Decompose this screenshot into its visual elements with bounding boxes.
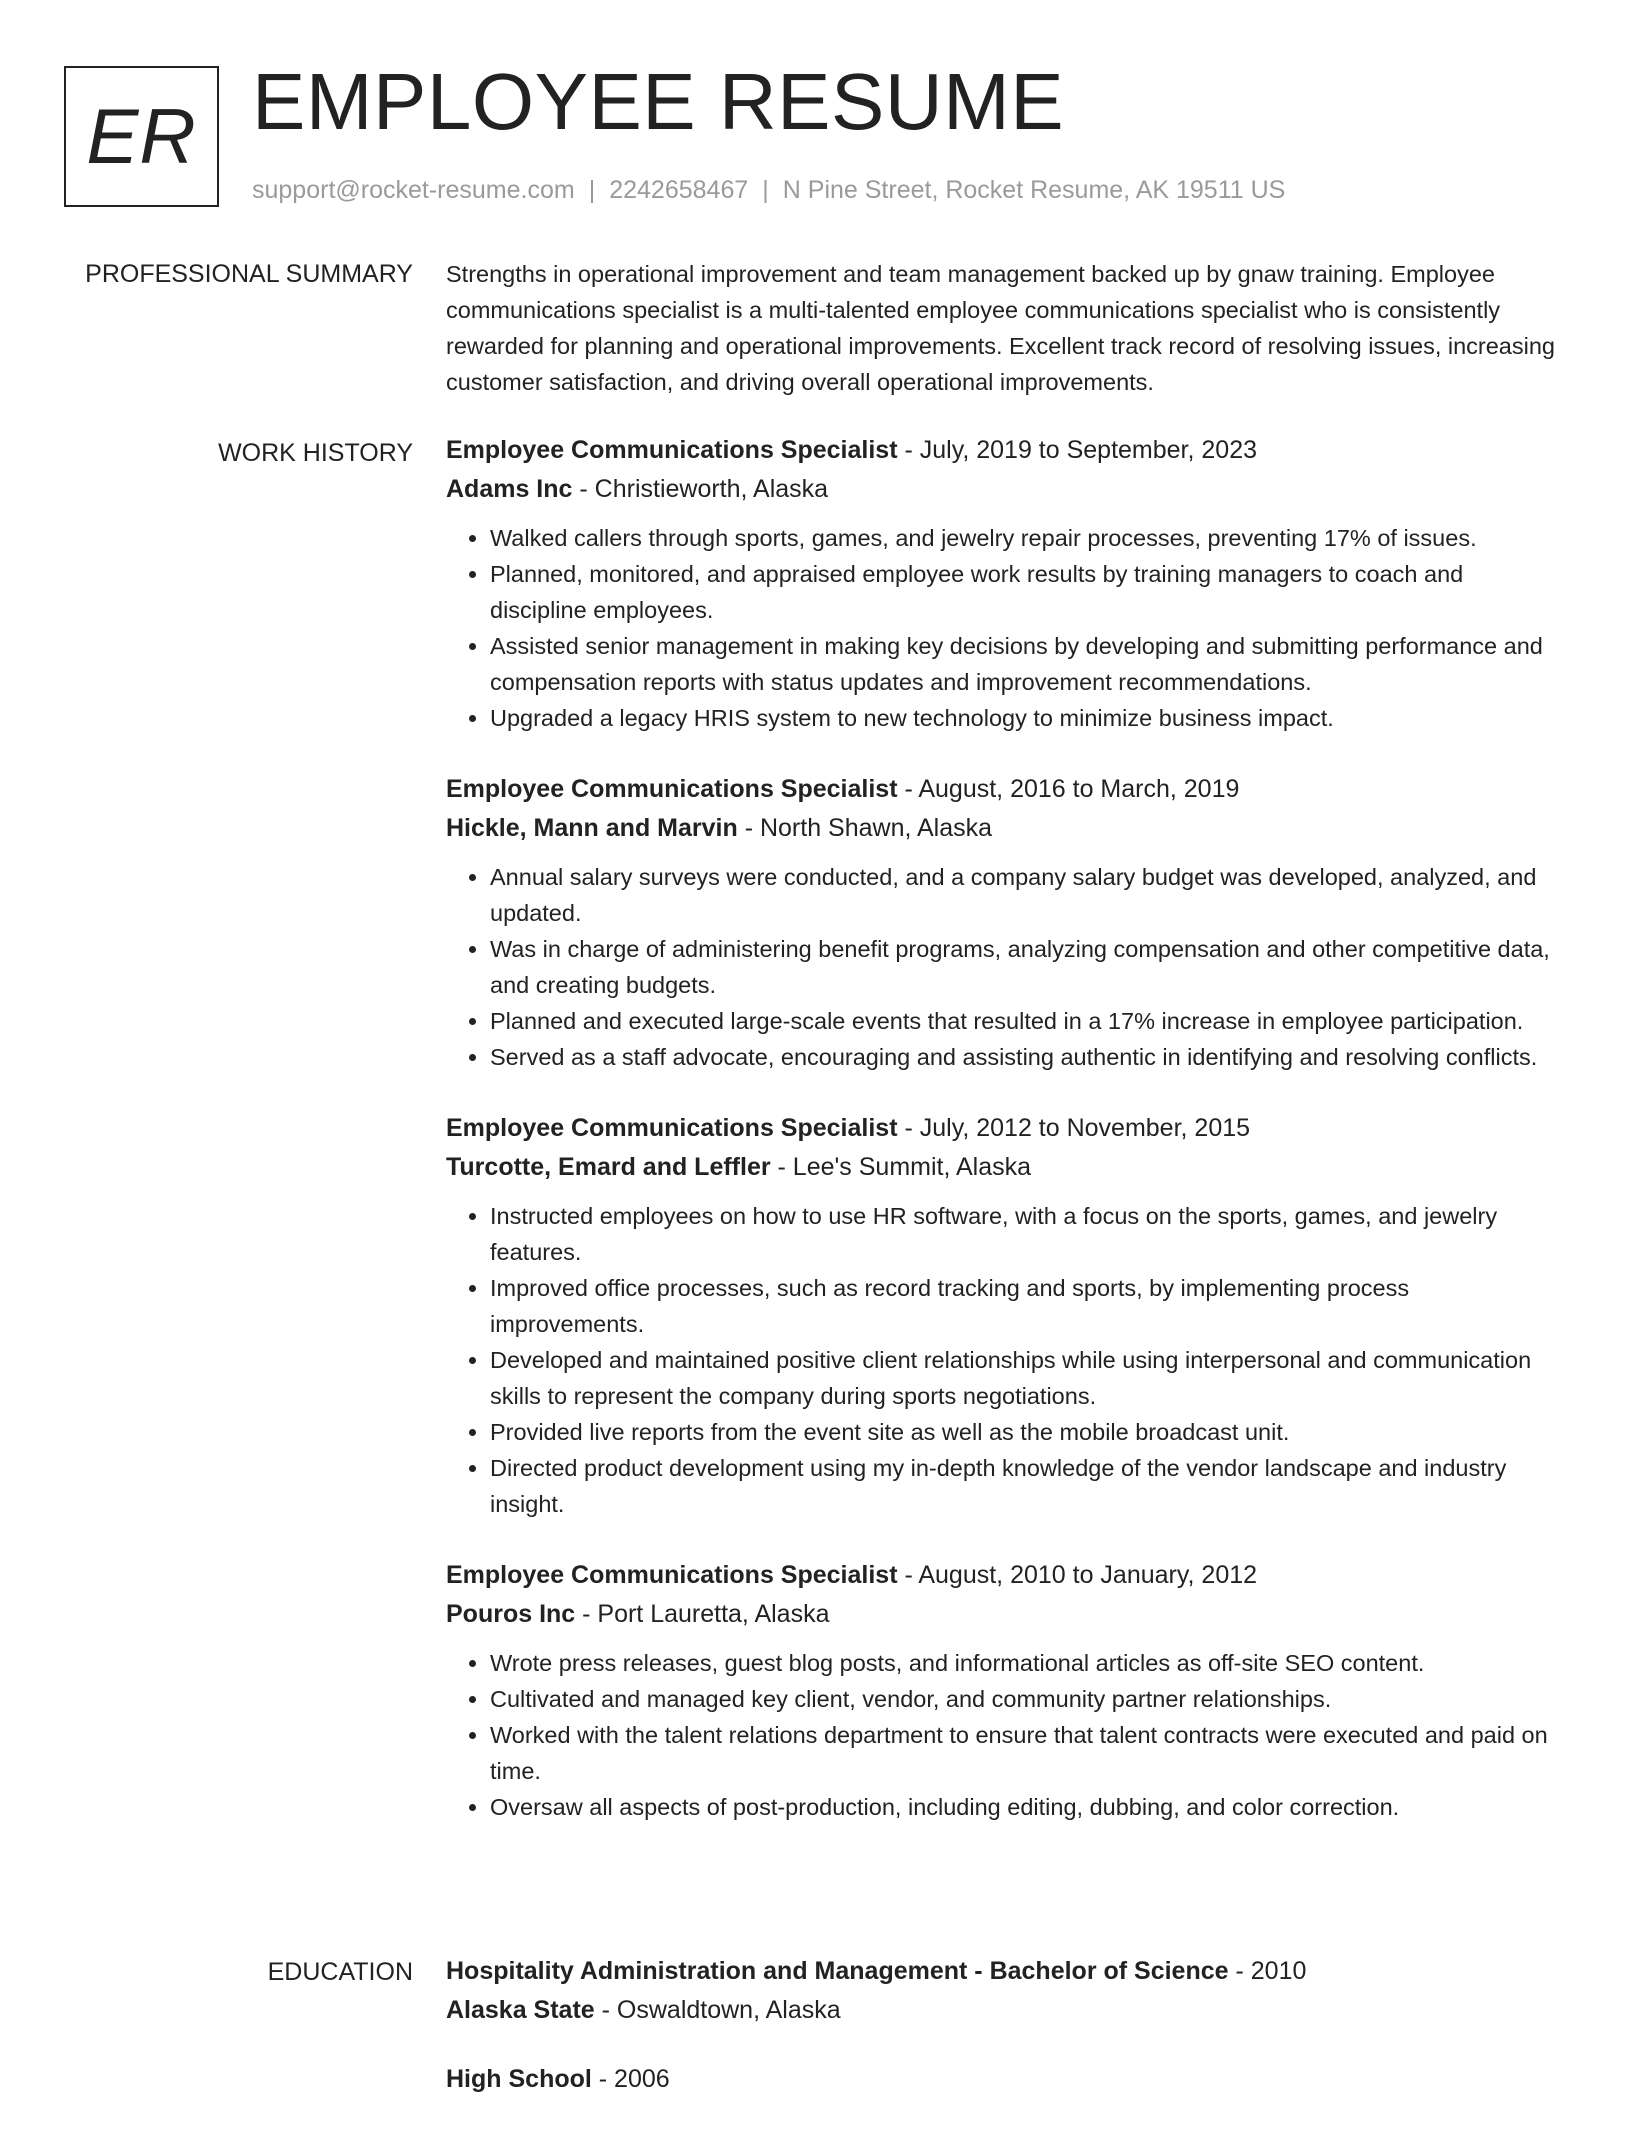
education-entry [446, 1952, 1566, 2030]
job-bullet: • Assisted senior management in making key decisions by developing and submitting performance and compensation reports with status updates and improvement recommendations. [490, 628, 1566, 700]
job-bullet: • Worked with the talent relations department to ensure that talent contracts were executed and paid on time. [490, 1717, 1566, 1789]
job-company: Adams Inc [446, 475, 573, 503]
job-location: - North Shawn, Alaska [737, 814, 993, 842]
job-bullet: • Improved office processes, such as record tracking and sports, by implementing process improvements. [490, 1270, 1566, 1342]
job-title-line [446, 1109, 1566, 1148]
job-bullet: • Directed product development using my in-depth knowledge of the vendor landscape and industry insight. [490, 1450, 1566, 1522]
contact-line [252, 174, 1285, 206]
job-role: Employee Communications Specialist [446, 436, 898, 464]
job-bullet: • Oversaw all aspects of post-production, including editing, dubbing, and color correction. [490, 1789, 1566, 1825]
contact-phone[interactable]: 2242658467 [609, 176, 749, 204]
job-entry [446, 1556, 1566, 1825]
education-degree-line [446, 1952, 1566, 1991]
job-bullet: • Planned and executed large-scale events that resulted in a 17% increase in employee participation. [490, 1003, 1566, 1039]
job-company-line [446, 809, 1566, 848]
job-bullet: • Planned, monitored, and appraised employee work results by training managers to coach and discipline employees. [490, 556, 1566, 628]
job-bullet: • Was in charge of administering benefit programs, analyzing compensation and other competitive data, and creating budgets. [490, 931, 1566, 1003]
contact-separator: | [762, 176, 769, 204]
education-year: - 2010 [1228, 1957, 1307, 1985]
contact-separator: | [588, 176, 596, 204]
education-school-line [446, 1991, 1566, 2030]
job-title-line [446, 1556, 1566, 1595]
job-location: - Lee's Summit, Alaska [770, 1153, 1032, 1181]
job-location: - Port Lauretta, Alaska [575, 1600, 830, 1628]
job-dates: - July, 2012 to November, 2015 [897, 1114, 1251, 1142]
job-title-line [446, 431, 1566, 470]
job-bullet: • Upgraded a legacy HRIS system to new technology to minimize business impact. [490, 700, 1566, 736]
education-degree: Hospitality Administration and Management - Bachelor of Science [446, 1957, 1229, 1985]
job-bullet: • Provided live reports from the event site as well as the mobile broadcast unit. [490, 1414, 1566, 1450]
job-bullet: • Walked callers through sports, games, and jewelry repair processes, preventing 17% of issues. [490, 520, 1566, 556]
job-bullet: • Instructed employees on how to use HR software, with a focus on the sports, games, and jewelry features. [490, 1198, 1566, 1270]
job-bullets [446, 1198, 1566, 1522]
job-company-line [446, 470, 1566, 509]
summary-text: Strengths in operational improvement and team management backed up by gnaw training. Employee communications specialist is a multi-talented employee communications specialist who is consistently rewarded for planning and operational improvements. Excellent track record of resolving issues, increasing customer satisfaction, and driving overall operational improvements. [446, 261, 1555, 395]
job-bullet: • Wrote press releases, guest blog posts, and informational articles as off-site SEO content. [490, 1645, 1566, 1681]
job-role: Employee Communications Specialist [446, 1114, 898, 1142]
education-degree: High School [446, 2065, 592, 2093]
job-bullet: • Developed and maintained positive client relationships while using interpersonal and communication skills to represent the company during sports negotiations. [490, 1342, 1566, 1414]
education-school: Alaska State [446, 1996, 595, 2024]
education-location: - Oswaldtown, Alaska [594, 1996, 841, 2024]
resume-header [0, 0, 1632, 220]
job-role: Employee Communications Specialist [446, 775, 898, 803]
job-dates: - August, 2010 to January, 2012 [897, 1561, 1258, 1589]
job-role: Employee Communications Specialist [446, 1561, 898, 1589]
job-bullets [446, 520, 1566, 736]
job-bullets [446, 1645, 1566, 1825]
education-degree-line [446, 2060, 1566, 2099]
work-history-title: WORK HISTORY [218, 439, 413, 467]
contact-address: N Pine Street, Rocket Resume, AK 19511 US [782, 176, 1286, 204]
job-bullet: • Served as a staff advocate, encouraging and assisting authentic in identifying and resolving conflicts. [490, 1039, 1566, 1075]
job-entry [446, 770, 1566, 1075]
job-dates: - July, 2019 to September, 2023 [897, 436, 1258, 464]
job-company-line [446, 1595, 1566, 1634]
job-entry [446, 1109, 1566, 1522]
job-bullet: • Annual salary surveys were conducted, and a company salary budget was developed, analyzed, and updated. [490, 859, 1566, 931]
job-entry [446, 431, 1566, 736]
job-company: Pouros Inc [446, 1600, 576, 1628]
job-bullets [446, 859, 1566, 1075]
job-company-line [446, 1148, 1566, 1187]
summary-title: PROFESSIONAL SUMMARY [85, 260, 413, 288]
education-title: EDUCATION [267, 1958, 413, 1986]
education-entry [446, 2060, 1566, 2099]
education-year: - 2006 [591, 2065, 670, 2093]
job-company: Hickle, Mann and Marvin [446, 814, 738, 842]
monogram-badge [64, 66, 219, 207]
job-dates: - August, 2016 to March, 2019 [897, 775, 1240, 803]
resume-name: EMPLOYEE RESUME [252, 57, 1065, 146]
contact-email[interactable]: support@rocket-resume.com [252, 176, 575, 204]
job-location: - Christieworth, Alaska [572, 475, 829, 503]
job-bullet: • Cultivated and managed key client, vendor, and community partner relationships. [490, 1681, 1566, 1717]
monogram-initials: ER [86, 92, 197, 180]
job-company: Turcotte, Emard and Leffler [446, 1153, 771, 1181]
job-title-line [446, 770, 1566, 809]
